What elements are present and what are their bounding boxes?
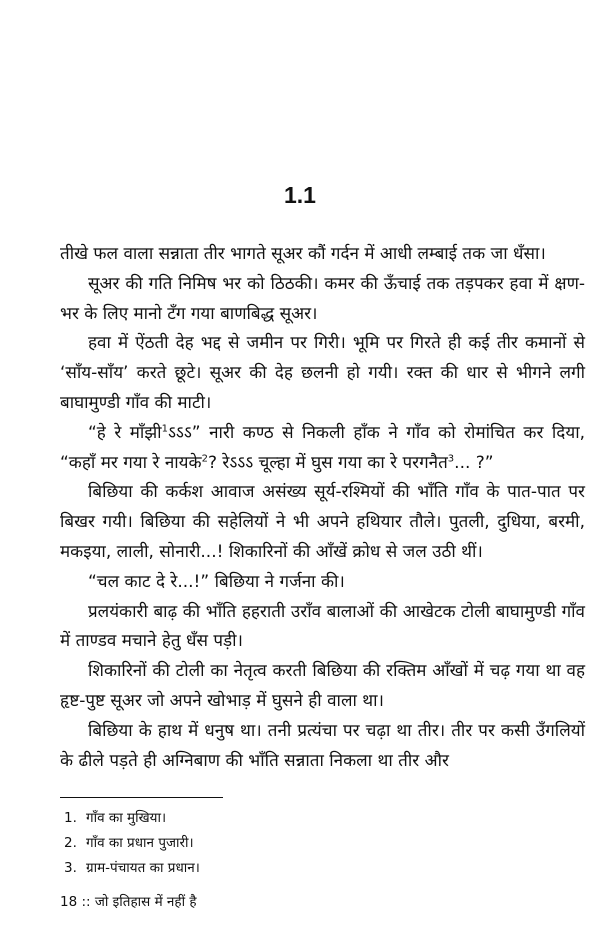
footnote-text: ग्राम-पंचायत का प्रधान। [86, 860, 200, 876]
footnote [60, 856, 460, 881]
text-segment: ... ?” [454, 452, 494, 473]
footnote-text: गाँव का मुखिया। [86, 810, 167, 826]
paragraph: सूअर की गति निमिष भर को ठिठकी। कमर की ऊँचाई तक तड़पकर हवा में क्षण-भर के लिए मानो टँग गया बाणबिद्ध सूअर। [60, 273, 585, 324]
body-text [60, 240, 585, 776]
paragraph: बिछिया की कर्कश आवाज असंख्य सूर्य-रश्मियों की भाँति गाँव के पात-पात पर बिखर गयी। बिछिया की सहेलियों ने भी अपने हथियार तौले। पुतली, दुधिया, बरमी, मकइया, लाली, सोनारी...! शिकारिनों की आँखें क्रोध से जल उठी थीं। [60, 482, 585, 562]
footnote-number: 1. [64, 810, 77, 826]
paragraph: “चल काट दे रे...!” बिछिया ने गर्जना की। [88, 571, 345, 592]
footnote-ref: 3 [447, 452, 455, 464]
footnote-number: 2. [64, 835, 77, 851]
page-folio: 18 :: जो इतिहास में नहीं है [60, 894, 197, 910]
footnote-number: 3. [64, 860, 77, 876]
footnote [60, 806, 460, 831]
footnotes [60, 806, 460, 881]
footnote-divider [60, 797, 223, 798]
footnote-ref: 2 [201, 452, 208, 464]
text-segment: ? रेऽऽऽ चूल्हा में घुस गया का रे परगनैत [207, 452, 448, 473]
paragraph: प्रलयंकारी बाढ़ की भाँति हहराती उराँव बालाओं की आखेटक टोली बाघामुण्डी गाँव में ताण्डव मचाने हेतु धँस पड़ी। [60, 601, 585, 652]
paragraph: हवा में ऐंठती देह भद्द से जमीन पर गिरी। भूमि पर गिरते ही कई तीर कमानों से ‘साँय-साँय’ करते छूटे। सूअर की देह छलनी हो गयी। रक्त की धार से भीगने लगी बाघामुण्डी गाँव की माटी। [60, 333, 585, 413]
paragraph: बिछिया के हाथ में धनुष था। तनी प्रत्यंचा पर चढ़ा था तीर। तीर पर कसी उँगलियों के ढीले पड़ते ही अग्निबाण की भाँति सन्नाता निकला था तीर और [60, 720, 585, 771]
paragraph: शिकारिनों की टोली का नेतृत्व करती बिछिया की रक्तिम आँखों में चढ़ गया था वह हृष्ट-पुष्ट सूअर जो अपने खोभाड़ में घुसने ही वाला था। [60, 661, 585, 711]
footnote [60, 831, 460, 856]
chapter-heading: 1.1 [284, 182, 316, 208]
footnote-ref: 1 [161, 423, 168, 435]
footnote-text: गाँव का प्रधान पुजारी। [86, 835, 194, 851]
text-segment: ऽऽऽ” नारी कण्ठ से निकली हाँक ने गाँव को रोमांचित कर दिया, “कहाँ मर गया रे नायके [60, 422, 586, 473]
paragraph: तीखे फल वाला सन्नाता तीर भागते सूअर कौं गर्दन में आधी लम्बाई तक जा धँसा। [60, 244, 546, 264]
text-segment: “हे रे माँझी [88, 422, 162, 443]
paragraph-with-footnote-refs [60, 419, 585, 479]
